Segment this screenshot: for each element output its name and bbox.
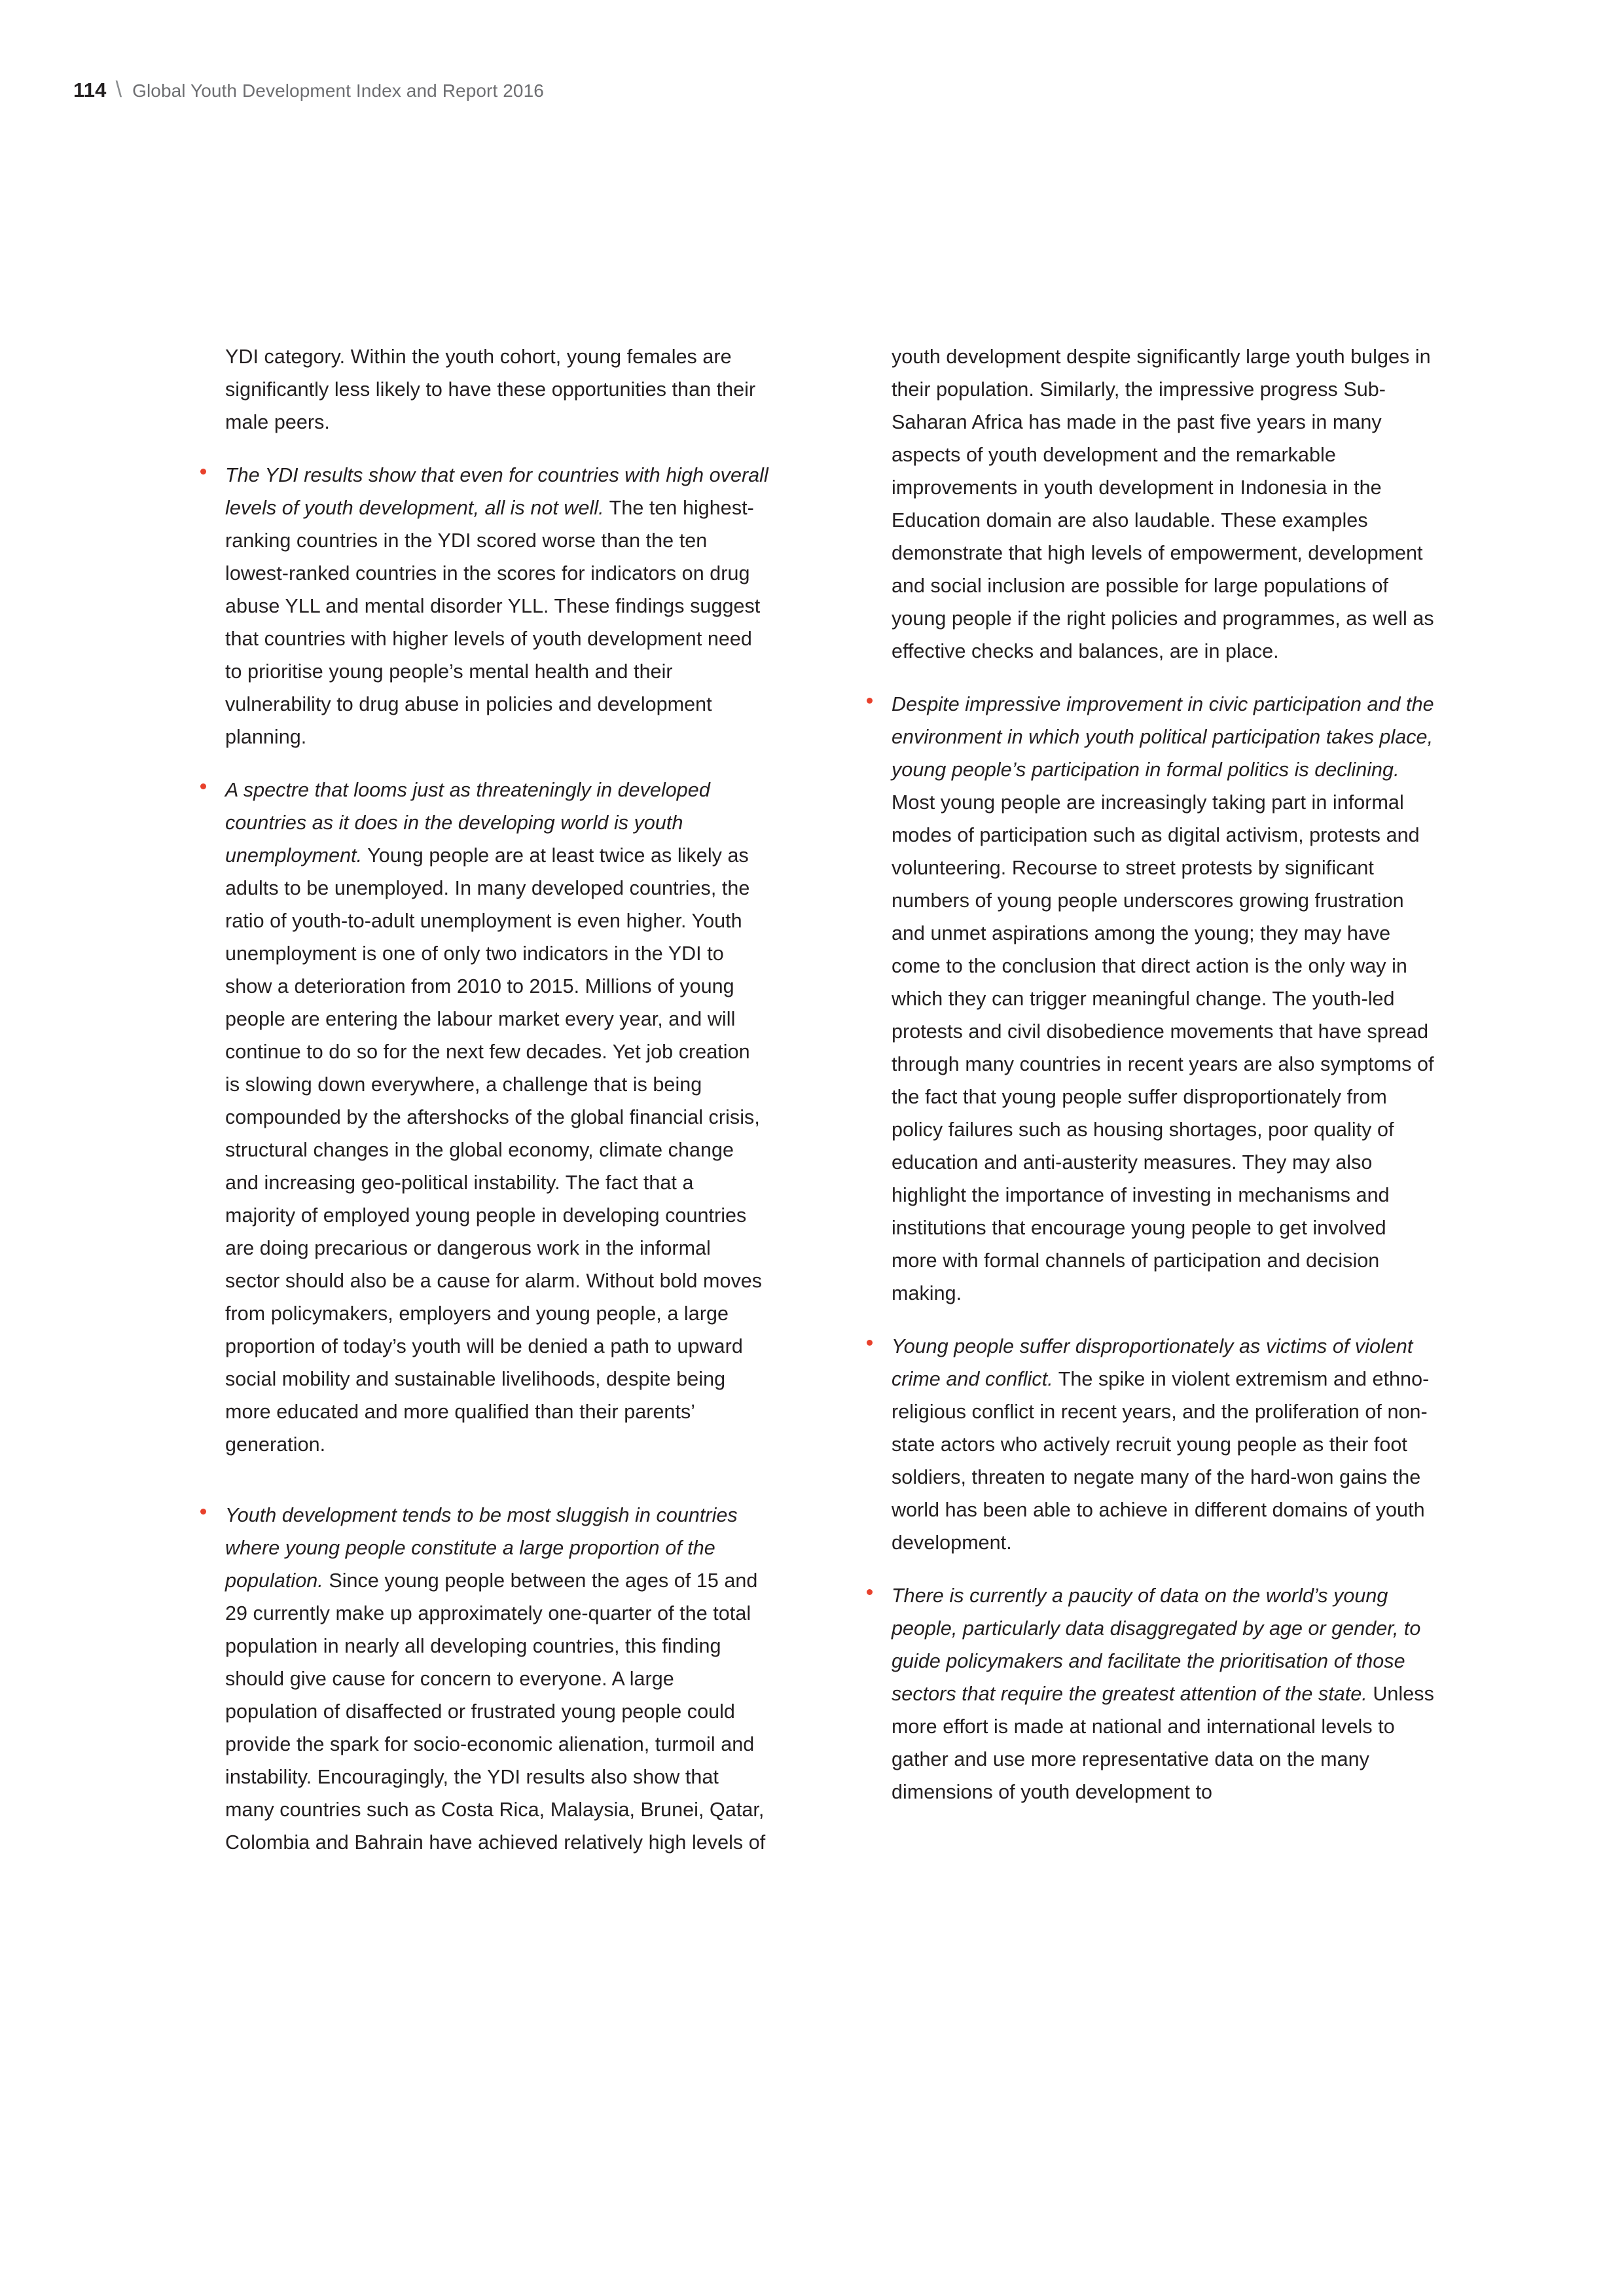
bullet-dot-icon xyxy=(200,783,206,789)
page-header xyxy=(73,77,544,103)
bullet-lead-text: Youth development tends to be most sluggish in countries where young people constitute a large proportion of the population. xyxy=(225,1504,738,1592)
paragraph-text xyxy=(225,459,768,753)
bullet-body-text: Most young people are increasingly taking part in informal modes of participation such as digital activism, protests and volunteering. Recourse to street protests by significant numbers of young people underscores growing frustration and unmet aspirations among the young; they may have come to the conclusion that direct action is the only way in which they can trigger meaningful change. The youth-led protests and civil disobedience movements that have spread through many countries in recent years are also symptoms of the fact that young people suffer disproportionately from policy failures such as housing shortages, poor quality of education and anti-austerity measures. They may also highlight the importance of investing in mechanisms and institutions that encourage young people to get involved more with formal channels of participation and decision making. xyxy=(892,791,1434,1304)
paragraph-text xyxy=(892,688,1435,1310)
paragraph-text: YDI category. Within the youth cohort, young females are significantly less likely to have these opportunities than their male peers. xyxy=(225,346,756,433)
bullet-item xyxy=(191,459,768,753)
running-title: Global Youth Development Index and Report 2016 xyxy=(132,81,544,101)
bullet-dot-icon xyxy=(867,1340,873,1346)
bullet-dot-icon xyxy=(200,469,206,475)
bullet-lead-text: The YDI results show that even for countries with high overall levels of youth development, all is not well. xyxy=(225,464,768,519)
paragraph-text xyxy=(892,1330,1435,1559)
bullet-body-text: Unless more effort is made at national and international levels to gather and use more representative data on the many dimensions of youth development to xyxy=(892,1683,1434,1803)
bullet-body-text: Since young people between the ages of 15 and 29 currently make up approximately one-quarter of the total population in nearly all developing countries, this finding should give cause for concern to everyone. A large population of disaffected or frustrated young people could provide the spark for socio-economic alienation, turmoil and instability. Encouragingly, the YDI results also show that many countries such as Costa Rica, Malaysia, Brunei, Qatar, Colombia and Bahrain have achieved relatively high levels of xyxy=(225,1570,766,1854)
bullet-dot-icon xyxy=(867,1589,873,1595)
bullet-item xyxy=(191,774,768,1461)
paragraph-text xyxy=(892,1579,1435,1808)
bullet-item xyxy=(857,688,1435,1310)
right-column xyxy=(857,340,1435,1859)
two-column-body xyxy=(191,340,1435,1859)
bullet-body-text: The ten highest-ranking countries in the YDI scored worse than the ten lowest-ranked countries in the scores for indicators on drug abuse YLL and mental disorder YLL. These findings suggest that countries with higher levels of youth development need to prioritise young people’s mental health and their vulnerability to drug abuse in policies and development planning. xyxy=(225,497,761,748)
bullet-item xyxy=(191,1499,768,1859)
paragraph-continuation xyxy=(857,340,1435,668)
header-separator: \ xyxy=(115,77,122,102)
bullet-lead-text: Young people suffer disproportionately as victims of violent crime and conflict. xyxy=(892,1335,1413,1390)
bullet-lead-text: Despite impressive improvement in civic participation and the environment in which youth political participation takes place, young people’s participation in formal politics is declining. xyxy=(892,693,1434,781)
bullet-body-text: The spike in violent extremism and ethno-religious conflict in recent years, and the proliferation of non-state actors who actively recruit young people as their foot soldiers, threaten to negate many of the hard-won gains the world has been able to achieve in different domains of youth development. xyxy=(892,1368,1430,1554)
bullet-dot-icon xyxy=(200,1509,206,1515)
bullet-lead-text: A spectre that looms just as threateningly in developed countries as it does in the developing world is youth unemployment. xyxy=(225,779,710,867)
bullet-dot-icon xyxy=(867,698,873,704)
bullet-body-text: Young people are at least twice as likely as adults to be unemployed. In many developed countries, the ratio of youth-to-adult unemployment is even higher. Youth unemployment is one of only two indicators in the YDI to show a deterioration from 2010 to 2015. Millions of young people are entering the labour market every year, and will continue to do so for the next few decades. Yet job creation is slowing down everywhere, a challenge that is being compounded by the aftershocks of the global financial crisis, structural changes in the global economy, climate change and increasing geo-political instability. The fact that a majority of employed young people in developing countries are doing precarious or dangerous work in the informal sector should also be a cause for alarm. Without bold moves from policymakers, employers and young people, a large proportion of today’s youth will be denied a path to upward social mobility and sustainable livelihoods, despite being more educated and more qualified than their parents’ generation. xyxy=(225,844,763,1456)
paragraph-continuation xyxy=(191,340,768,439)
bullet-item xyxy=(857,1579,1435,1808)
paragraph-text xyxy=(225,1499,768,1859)
bullet-lead-text: There is currently a paucity of data on the world’s young people, particularly data disaggregated by age or gender, to guide policymakers and facilitate the prioritisation of those sectors that require the greatest attention of the state. xyxy=(892,1585,1421,1705)
paragraph-text: youth development despite significantly large youth bulges in their population. Similarly, the impressive progress Sub-Saharan Africa has made in the past five years in many aspects of youth development and the remarkable improvements in youth development in Indonesia in the Education domain are also laudable. These examples demonstrate that high levels of empowerment, development and social inclusion are possible for large populations of young people if the right policies and programmes, as well as effective checks and balances, are in place. xyxy=(892,346,1434,662)
bullet-item xyxy=(857,1330,1435,1559)
left-column xyxy=(191,340,768,1859)
paragraph-text xyxy=(225,774,768,1461)
page-number: 114 xyxy=(73,79,107,101)
